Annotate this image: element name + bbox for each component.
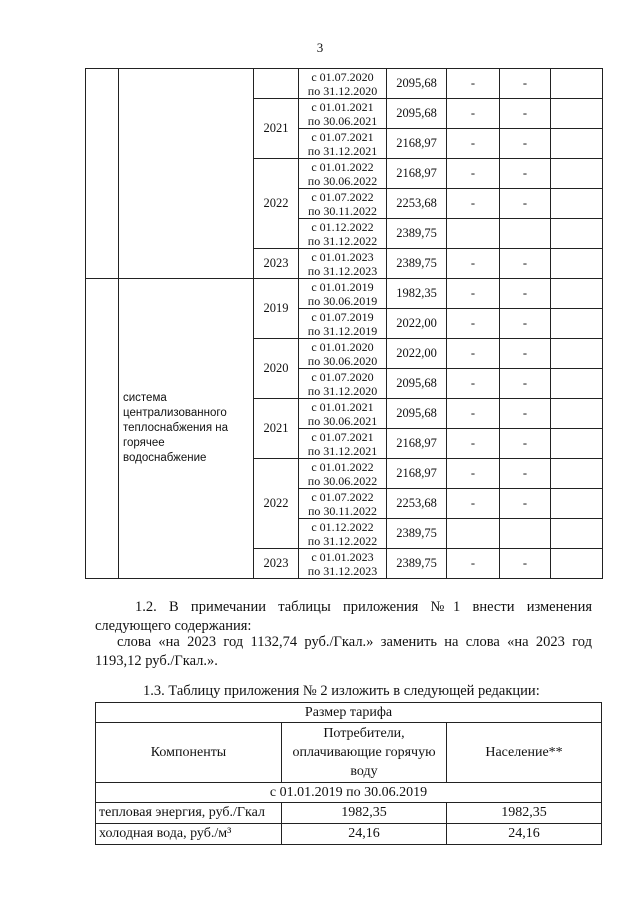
period-to: по 31.12.2021 xyxy=(307,143,378,158)
period-cell xyxy=(299,519,387,549)
table2-row-name: холодная вода, руб./м³ xyxy=(96,824,282,845)
empty-cell xyxy=(551,489,603,519)
table-row xyxy=(86,279,603,309)
empty-cell xyxy=(551,159,603,189)
empty-cell xyxy=(551,519,603,549)
table-row xyxy=(86,69,603,99)
period-cell xyxy=(299,99,387,129)
year-cell: 2023 xyxy=(254,549,299,579)
year-cell: 2021 xyxy=(254,99,299,159)
dash-cell: - xyxy=(500,99,551,129)
period-cell xyxy=(299,159,387,189)
period-from: с 01.07.2022 xyxy=(311,189,374,204)
period-from: с 01.07.2021 xyxy=(311,129,374,144)
year-cell: 2020 xyxy=(254,339,299,399)
period-cell xyxy=(299,459,387,489)
empty-cell xyxy=(551,339,603,369)
period-from: с 01.01.2023 xyxy=(311,249,374,264)
dash-cell: - xyxy=(447,489,500,519)
tariff-value: 2168,97 xyxy=(387,159,447,189)
paragraph-1-2-text: 1.2. В примечании таблицы приложения №1 внести изменения следующего содержания: xyxy=(95,599,592,634)
dash-cell: - xyxy=(447,339,500,369)
period-from: с 01.01.2022 xyxy=(311,459,374,474)
dash-cell: - xyxy=(500,69,551,99)
dash-cell: - xyxy=(447,159,500,189)
year-cell: 2021 xyxy=(254,399,299,459)
dash-cell: - xyxy=(500,279,551,309)
period-from: с 01.07.2020 xyxy=(311,69,374,84)
tariff-size-table xyxy=(95,702,602,845)
year-cell xyxy=(254,69,299,99)
dash-cell: - xyxy=(447,129,500,159)
period-cell xyxy=(299,549,387,579)
dash-cell: - xyxy=(447,399,500,429)
dash-cell: - xyxy=(500,249,551,279)
table2-period: с 01.01.2019 по 30.06.2019 xyxy=(96,783,602,803)
tariff-value: 2022,00 xyxy=(387,309,447,339)
period-to: по 31.12.2022 xyxy=(307,533,378,548)
period-to: по 31.12.2021 xyxy=(307,443,378,458)
tariff-value: 2389,75 xyxy=(387,549,447,579)
tariff-value: 2168,97 xyxy=(387,429,447,459)
dash-cell: - xyxy=(500,489,551,519)
paragraph-1-2-words-text: слова «на 2023 год 1132,74 руб./Гкал.» заменить на слова «на 2023 год 1193,12 руб./Гкал.». xyxy=(95,634,592,669)
tariff-value: 2095,68 xyxy=(387,369,447,399)
tariff-value: 2253,68 xyxy=(387,489,447,519)
period-from: с 01.01.2023 xyxy=(311,549,374,564)
period-from: с 01.01.2020 xyxy=(311,339,374,354)
tariff-value: 2095,68 xyxy=(387,69,447,99)
system-label: система централизованного теплоснабжения на горячее водоснабжение xyxy=(119,279,254,579)
empty-cell xyxy=(86,279,119,579)
tariff-value: 2095,68 xyxy=(387,399,447,429)
period-from: с 01.07.2020 xyxy=(311,369,374,384)
period-to: по 30.06.2019 xyxy=(307,293,378,308)
period-from: с 01.01.2022 xyxy=(311,159,374,174)
dash-cell: - xyxy=(447,459,500,489)
empty-cell xyxy=(551,129,603,159)
period-cell xyxy=(299,309,387,339)
dash-cell: - xyxy=(500,309,551,339)
period-cell xyxy=(299,369,387,399)
period-to: по 30.06.2020 xyxy=(307,353,378,368)
period-to: по 31.12.2019 xyxy=(307,323,378,338)
empty-cell xyxy=(551,249,603,279)
tariff-value: 2168,97 xyxy=(387,129,447,159)
tariff-table xyxy=(85,68,603,579)
tariff-value: 2253,68 xyxy=(387,189,447,219)
dash-cell: - xyxy=(500,399,551,429)
dash-cell: - xyxy=(500,429,551,459)
period-cell xyxy=(299,279,387,309)
dash-cell: - xyxy=(447,99,500,129)
period-from: с 01.01.2021 xyxy=(311,399,374,414)
empty-cell xyxy=(551,219,603,249)
table2-row xyxy=(96,824,602,845)
table2-col-consumers: Потребители, оплачивающие горячую воду xyxy=(282,723,447,783)
period-cell xyxy=(299,429,387,459)
period-cell xyxy=(299,489,387,519)
dash-cell: - xyxy=(447,549,500,579)
paragraph-1-2-words xyxy=(95,633,592,671)
period-from: с 01.01.2021 xyxy=(311,99,374,114)
period-to: по 31.12.2020 xyxy=(307,83,378,98)
empty-cell xyxy=(119,69,254,279)
period-from: с 01.01.2019 xyxy=(311,279,374,294)
table2-title: Размер тарифа xyxy=(96,703,602,723)
period-to: по 31.12.2023 xyxy=(307,263,378,278)
period-to: по 30.11.2022 xyxy=(308,503,377,518)
empty-cell xyxy=(551,99,603,129)
year-cell: 2019 xyxy=(254,279,299,339)
dash-cell: - xyxy=(447,279,500,309)
period-to: по 30.06.2022 xyxy=(307,173,378,188)
year-cell: 2022 xyxy=(254,159,299,249)
dash-cell: - xyxy=(447,189,500,219)
paragraph-1-3 xyxy=(95,682,592,701)
period-cell xyxy=(299,249,387,279)
dash-cell: - xyxy=(500,459,551,489)
empty-cell xyxy=(86,69,119,279)
dash-cell: - xyxy=(447,369,500,399)
dash-cell: - xyxy=(447,249,500,279)
dash-cell: - xyxy=(500,549,551,579)
dash-cell: - xyxy=(500,159,551,189)
period-to: по 30.11.2022 xyxy=(308,203,377,218)
tariff-value: 2168,97 xyxy=(387,459,447,489)
empty-cell xyxy=(551,369,603,399)
period-to: по 30.06.2022 xyxy=(307,473,378,488)
table2-col-population: Население** xyxy=(447,723,602,783)
dash-cell: - xyxy=(500,369,551,399)
year-cell: 2023 xyxy=(254,249,299,279)
tariff-value: 2389,75 xyxy=(387,519,447,549)
empty-cell xyxy=(551,69,603,99)
period-cell xyxy=(299,129,387,159)
dash-cell: - xyxy=(447,429,500,459)
period-to: по 31.12.2022 xyxy=(307,233,378,248)
period-cell xyxy=(299,219,387,249)
dash-cell xyxy=(500,519,551,549)
period-from: с 01.12.2022 xyxy=(311,519,374,534)
dash-cell xyxy=(500,219,551,249)
year-cell: 2022 xyxy=(254,459,299,549)
tariff-value: 1982,35 xyxy=(387,279,447,309)
dash-cell: - xyxy=(447,309,500,339)
period-to: по 31.12.2023 xyxy=(307,563,378,578)
dash-cell: - xyxy=(447,69,500,99)
empty-cell xyxy=(551,279,603,309)
period-from: с 01.12.2022 xyxy=(311,219,374,234)
tariff-value: 2389,75 xyxy=(387,249,447,279)
tariff-value: 2022,00 xyxy=(387,339,447,369)
table2-row-consumers: 24,16 xyxy=(282,824,447,845)
period-cell xyxy=(299,399,387,429)
paragraph-1-2 xyxy=(95,598,592,636)
empty-cell xyxy=(551,549,603,579)
dash-cell: - xyxy=(500,339,551,369)
dash-cell: - xyxy=(500,189,551,219)
tariff-value: 2095,68 xyxy=(387,99,447,129)
period-cell xyxy=(299,189,387,219)
table2-row xyxy=(96,803,602,824)
period-cell xyxy=(299,339,387,369)
paragraph-1-3-text: 1.3. Таблицу приложения № 2 изложить в следующей редакции: xyxy=(143,683,540,699)
empty-cell xyxy=(551,399,603,429)
table2-row-consumers: 1982,35 xyxy=(282,803,447,824)
period-from: с 01.07.2019 xyxy=(311,309,374,324)
empty-cell xyxy=(551,459,603,489)
page-number: 3 xyxy=(316,40,324,55)
tariff-value: 2389,75 xyxy=(387,219,447,249)
table2-col-components: Компоненты xyxy=(96,723,282,783)
period-cell xyxy=(299,69,387,99)
dash-cell xyxy=(447,519,500,549)
empty-cell xyxy=(551,189,603,219)
empty-cell xyxy=(551,309,603,339)
table2-row-population: 1982,35 xyxy=(447,803,602,824)
period-to: по 30.06.2021 xyxy=(307,413,378,428)
empty-cell xyxy=(551,429,603,459)
dash-cell xyxy=(447,219,500,249)
period-from: с 01.07.2021 xyxy=(311,429,374,444)
period-to: по 30.06.2021 xyxy=(307,113,378,128)
dash-cell: - xyxy=(500,129,551,159)
table2-row-population: 24,16 xyxy=(447,824,602,845)
table2-row-name: тепловая энергия, руб./Гкал xyxy=(96,803,282,824)
period-from: с 01.07.2022 xyxy=(311,489,374,504)
period-to: по 31.12.2020 xyxy=(307,383,378,398)
